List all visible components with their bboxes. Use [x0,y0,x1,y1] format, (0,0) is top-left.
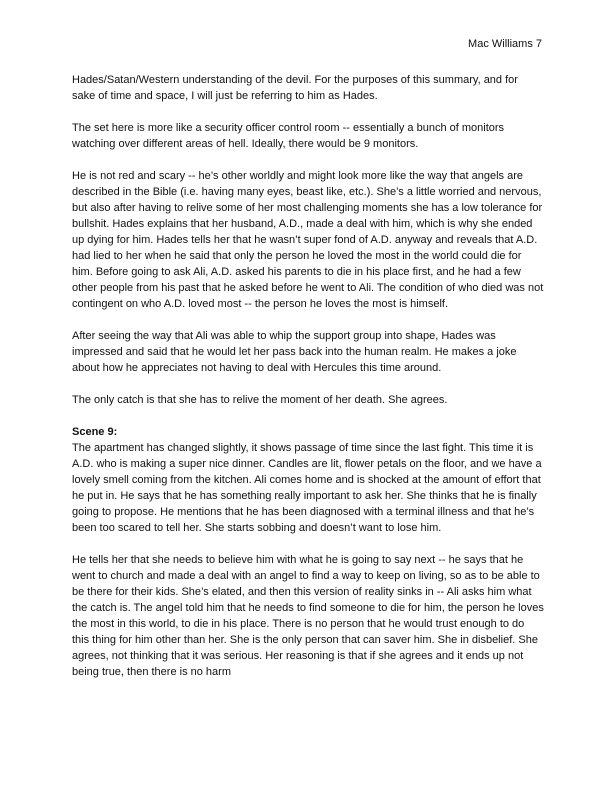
paragraph-hades-impressed: After seeing the way that Ali was able to whip the support group into shape, Hades was impressed and said that he would let her pass back into the human realm. He makes a joke about how he appreciates not having to deal with Hercules this time around. [72,330,517,374]
paragraph-catch: The only catch is that she has to relive the moment of her death. She agrees. [72,394,448,406]
paragraph-scene-9-dinner: The apartment has changed slightly, it shows passage of time since the last fight. This time it is A.D. who is making a super nice dinner. Candles are lit, flower petals on the floor, and we have a lovely smell coming from the kitchen. Ali comes home and is shocked at the amount of effort that he put in. He says that he has something really important to ask her. She thinks that he is finally going to propose. He mentions that he has been diagnosed with a terminal illness and that he’s been too scared to tell her. She starts sobbing and doesn’t want to lose him. [72,442,542,534]
paragraph-hades-intro: Hades/Satan/Western understanding of the devil. For the purposes of this summary, and for sake of time and space, I will just be referring to him as Hades. [72,74,518,102]
paragraph-hades-character: He is not red and scary -- he’s other worldly and might look more like the way that angels are described in the Bible (i.e. having many eyes, beast like, etc.). She’s a little worried and nervous, but also after having to relive some of her most challenging moments she has a low tolerance for bullshit. Hades explains that her husband, A.D., made a deal with him, which is why she ended up dying for him. Hades tells her that he wasn’t super fond of A.D. anyway and reveals that A.D. had lied to her when he said that only the person he loved the most in the world could die for him. Before going to ask Ali, A.D. asked his parents to die in his place first, and he had a few other people from his past that he asked before he went to Ali. The condition of who died was not contingent on who A.D. loved most -- the person he loves the most is himself. [72,170,544,310]
scene-heading: Scene 9: [72,426,118,438]
paragraph-set-description: The set here is more like a security officer control room -- essentially a bunch of monitors watching over different areas of hell. Ideally, there would be 9 monitors. [72,122,505,150]
paragraph-scene-9-deal: He tells her that she needs to believe him with what he is going to say next -- he says that he went to church and made a deal with an angel to find a way to keep on living, so as to be able to be there for their kids. She’s elated, and then this version of reality sinks in -- Ali asks him what the catch is. The angel told him that he needs to find someone to die for him, the person he loves the most in this world, to die in his place. There is no person that he would trust enough to do this thing for him other than her. She is the only person that can saver him. She in disbelief. She agrees, not thinking that it was serious. Her reasoning is that if she agrees and it ends up not being true, then there is no harm [72,554,544,678]
running-head: Mac Williams 7 [468,38,542,50]
document-body [72,72,544,696]
